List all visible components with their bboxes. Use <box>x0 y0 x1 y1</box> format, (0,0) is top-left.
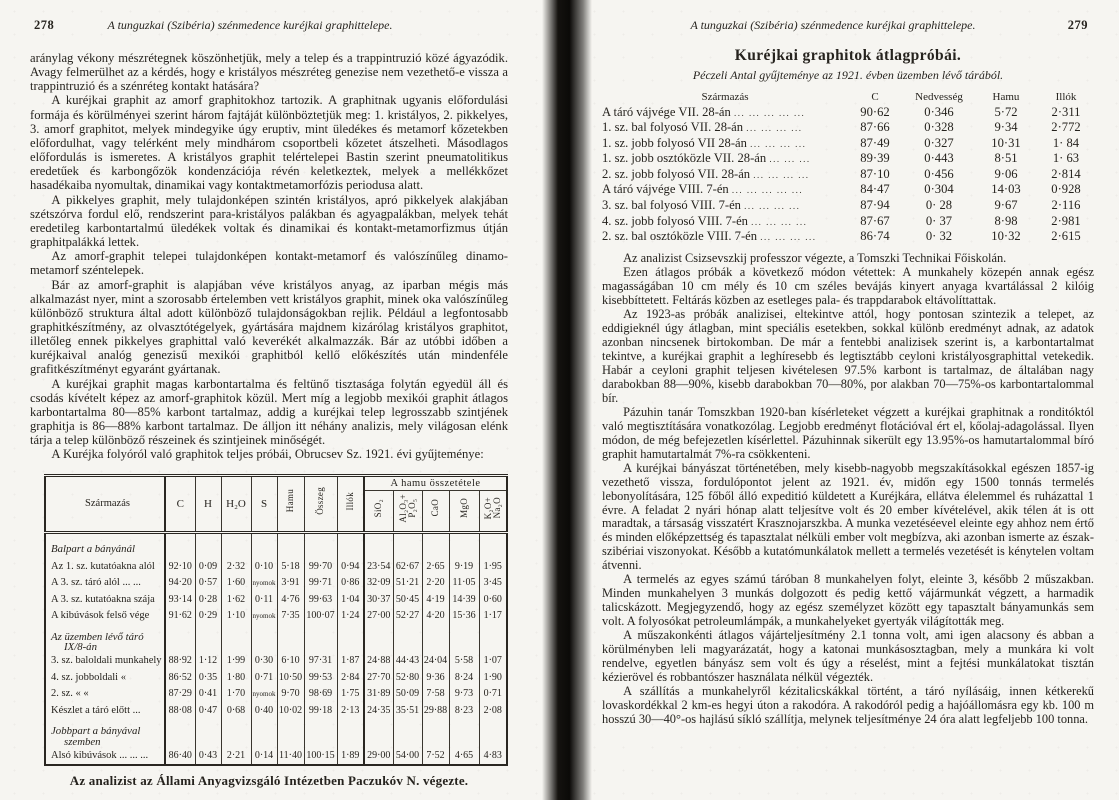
dot-leader: ... ... ... ... ... <box>733 107 806 118</box>
col-header-illok-label: Illók <box>344 491 355 511</box>
page-number-left: 278 <box>34 18 55 32</box>
paragraph: Pázuhin tanár Tomszkban 1920-ban kísérleteket végzett a kuréjkai graphitnak a ronditóktól való megtisztítására vonatkozólag. Legjobb eredményt flotációval ért el, kőolaj-adagolással. Ilyen módon, de még befejezetlen kísérlettel. Pázuhinnak sikerült egy 13.95%-os hamutartalommal bíró graphit hamutartalmát 7%-ra csökkenteni. <box>602 404 1094 461</box>
table-row: A 3. sz. kutatóakna szája 93·14 0·28 1·62 0·11 4·76 99·63 1·04 30·37 50·45 4·19 14·39 0·60 <box>45 592 507 609</box>
dot-leader: ... ... ... ... <box>750 138 807 149</box>
col-header-osszeg <box>304 475 337 532</box>
paragraph: A szállítás a munkahelyről kézitalicskákkal történt, a táró nyílásáig, innen kétkerekű lovaskordékkal 2 km-es hegyi úton a rakodóra. A rakodóról pedig a hajóállomásra egy kb. 100 m hosszú 30—40°-os hajlású síkló szállítja, melynek teljesítménye 24 óra alatt legfeljebb 100 tonna. <box>602 683 1094 726</box>
page-right <box>602 18 1094 727</box>
paragraph: A pikkelyes graphit, mely tulajdonképen szintén kristályos, apró pikkelyek alakjában szétszórva fordul elő, rendszerint para-kristályos palákban és agyagpalákban, melyek tehát eredetileg karbontartalmú üledékek voltak és dinamikai és kontakt-metamorfizmus útján graphitpalákká lettek. <box>30 192 508 250</box>
paragraph: A termelés az egyes számú táróban 8 munkahelyen folyt, eleinte 3, később 2 műszakban. Minden munkahelyen 3 munkás dolgozott és pedig kettő vájármunkát végzett, a harmadik talicskázott. Megjegyzendő, hogy az egész személyzet között egy tapasztalt bányamunkás sem volt. A folyosókat petroleumlámpák, a munkahelyeket gyertyák világították meg. <box>602 572 1094 629</box>
left-table-wrap <box>44 474 508 767</box>
table-row: 2. sz. « « 87·29 0·41 1·70 nyomok 9·70 98·69 1·75 31·89 50·09 7·58 9·73 0·71 <box>45 686 507 703</box>
right-table-head <box>602 89 1096 104</box>
dot-leader: ... ... ... ... <box>744 201 801 212</box>
col-header-sio2 <box>364 490 393 532</box>
page-number-right: 279 <box>1067 18 1088 32</box>
col-header-cao <box>422 490 449 532</box>
table-row: 2. sz. jobb folyosó VII. 28-án ... ... ... ... 87·10 0·456 9·06 2·814 <box>602 166 1081 181</box>
table-row: 1. sz. jobb folyosó VII 28-án ... ... ... ... 87·49 0·327 10·31 1· 84 <box>602 135 1080 150</box>
dot-leader: ... ... ... ... <box>753 169 810 180</box>
col-header-c: C <box>165 475 195 532</box>
ash-composition-group-header: A hamu összetétele <box>364 475 507 490</box>
col-header-szarmazas: Származás <box>85 498 130 510</box>
table-row: 4. sz. jobboldali « 86·52 0·35 1·80 0·71 10·50 99·53 2·84 27·70 52·80 9·36 8·24 1·90 <box>45 670 507 687</box>
rcol-header-c: C <box>871 90 879 103</box>
table-row: Alsó kibúvások ... ... ... 86·40 0·43 2·21 0·14 11·40 100·15 1·89 29·00 54·00 7·52 4·65 4·83 <box>45 748 507 766</box>
col-header-hamu-label: Hamu <box>285 489 295 513</box>
paragraph: Bár az amorf-graphit is alapjában véve kristályos anyag, az iparban mégis más alkalmazást nyer, mint a szorosabb értelemben vett kristályos graphit, minek oka valószínűleg különböző struktura által adott különböző tulajdonságokban rejlik. Például a legfontosabb graphitkészítmény, az olvasztótégelyek, gyártására majdnem kizárólag kristályos graphitot, illetőleg ennek pikkelyes graphittal való keverékét alkalmazzák. Bár az utóbbi időben a kuréjkaival analóg genezisű mexikói graphitból kellő előkészítés után mindenféle grafitkészítményt egyaránt gyártanak. <box>30 277 508 377</box>
col-header-hamu <box>277 475 304 532</box>
table-row: 1. sz. jobb osztóközle VII. 28-án ... ... ... 89·39 0·443 8·51 1· 63 <box>602 151 1080 166</box>
left-table-body <box>45 532 507 765</box>
col-header-h: H <box>195 475 221 532</box>
table-group-row: Jobbpart a bányával szemben <box>45 719 507 748</box>
col-header-s: S <box>251 475 277 532</box>
col-header-al2o3-p2o5-label: Al₂O₃+ P₂O₅ <box>397 493 417 523</box>
paragraph: A műszakonkénti átlagos vájárteljesítmény 2.1 tonna volt, ami igen alacsony és abban a körülményben leli magyarázatát, hogy a katonai munkásosztagban, mely a munkára ki volt rendelve, egyetlen bányász sem volt és úgy a réselést, mint a fejtési munkálatokat tisztán kézierövel és robbantószer használata nélkül végezték. <box>602 628 1094 684</box>
book-binding-gutter <box>542 0 592 800</box>
table-row: A kibúvások felső vége 91·62 0·29 1·10 nyomok 7·35 100·07 1·24 27·00 52·27 4·20 15·36 1·17 <box>45 608 507 625</box>
left-table-head <box>45 475 507 532</box>
table-row: 4. sz. jobb folyosó VIII. 7-én ... ... ... ... 87·67 0· 37 8·98 2·981 <box>602 213 1081 228</box>
dot-leader: ... ... ... ... <box>751 216 808 227</box>
dot-leader: ... ... ... ... ... <box>731 185 804 196</box>
paragraph: Az 1923-as próbák analizisei, eltekintve attól, hogy pontosan szintezik a telepet, az eddigieknél úgy átlagban, mint speciális esetekben, sokkal különb eredményt adnak, az adatok azonban nincsenek birtokomban. De már a fentebbi analizisek szerint is, a karbontartalmat tekintve, a kuréjkai graphit a leghíresebb és legtisztább ceyloni kristályosgraphittal vetekedik. Habár a ceyloni graphit teljesen kivételesen 97.5% karbont is tartalmaz, de általában nagy darabokban 88—90%, kisebb darabokban 70—80%, por alakban 70—75%-os karbontartalommal bír. <box>602 307 1094 405</box>
col-header-sio2-label: SiO₂ <box>373 498 384 518</box>
col-header-mgo <box>449 490 479 532</box>
table-row: A táró vájvége VII. 28-án ... ... ... ... ... 90·62 0·346 5·72 2·311 <box>602 104 1081 119</box>
paragraph: Az amorf-graphit telepei tulajdonképen kontakt-metamorf és valószínűleg dinamo-metamorf széntelepek. <box>30 249 508 278</box>
rcol-header-illok: Illók <box>1055 90 1077 103</box>
dot-leader: ... ... ... ... <box>746 123 803 134</box>
paragraph: Ezen átlagos próbák a következő módon vétettek: A munkahely közepén annak egész magasságában 10 cm mély és 10 cm széles bevájás kinyert anyaga kvartálással 2 kilóig kisebbíttetett. Feltárás közben az esetleges pala- és trappdarabok eltávolíttattak. <box>602 265 1094 308</box>
rcol-header-szarmazas: Származás <box>701 90 749 103</box>
page-right-header <box>602 18 1094 38</box>
right-paragraphs <box>602 252 1094 726</box>
paragraph: Az analizist Csizsevszkij professzor végezte, a Tomszki Technikai Főiskolán. <box>623 251 1007 266</box>
col-header-mgo-label: MgO <box>458 498 469 518</box>
table-row: A 3. sz. táró alól ... ... 94·20 0·57 1·60 nyomok 3·91 99·71 0·86 32·09 51·21 2·20 11·05 3·45 <box>45 575 507 592</box>
col-header-illok <box>337 475 364 532</box>
paragraph: A Kuréjka folyóról való graphitok teljes próbái, Obrucsev Sz. 1921. évi gyűjteménye: <box>51 447 484 462</box>
table-row: Készlet a táró előtt ... 88·08 0·47 0·68 0·40 10·02 99·18 2·13 24·35 35·51 29·88 8·23 2·08 <box>45 703 507 720</box>
section-title: Kuréjkai graphitok átlagpróbái. <box>734 47 962 64</box>
table-row: 3. sz. baloldali munkahely 88·92 1·12 1·99 0·30 6·10 97·31 1·87 24·88 44·43 24·04 5·58 1·07 <box>45 653 507 670</box>
running-title-left: A tunguzkai (Szibéria) szénmedence kuréjkai graphittelepe. <box>107 18 393 32</box>
table-row: 2. sz. bal osztóközle VIII. 7-én ... ... ... ... 86·74 0· 32 10·32 2·615 <box>602 229 1081 244</box>
table-group-row: Az üzemben lévő táró IX/8-án <box>45 625 507 654</box>
col-header-k2o-na2o <box>479 490 507 532</box>
paragraph: A kuréjkai bányászat történetében, mely kisebb-nagyobb megszakításokkal egészen 1857-ig vezethető vissza, fordulópontot jelent az 1921. év, midőn egy 1500 tonnás termelés lebonyolítására, 125 főből álló expeditió küldetett a Kuréjkára, ellátva élelemmel és ruházattal 1 évre. A feladat 2 nyári hónap alatt teljesítve volt és 20 ember kívételével, akik télen át is ott maradtak, a társaság visszatért Krasznojarszkba. A munka vezetéséevel eleinte egy ahhoz nem értő és minden előképzettség és tapasztalat nélküli ember volt megbízva, aki azonban ismerte az észak-szibériai viszonyokat. Később a kutatómunkálatok mellett a termelés vezetését is kénytelen voltam átvenni. <box>602 460 1094 573</box>
col-header-cao-label: CaO <box>430 499 440 517</box>
dot-leader: ... ... ... <box>769 154 811 165</box>
col-header-k2o-na2o-label: K₂O+ Na₂O <box>482 496 502 520</box>
col-header-h2o: H₂O <box>221 475 251 532</box>
table-row: 3. sz. bal folyosó VIII. 7-én ... ... ... ... 87·94 0· 28 9·67 2·116 <box>602 198 1081 213</box>
rcol-header-hamu: Hamu <box>992 90 1020 103</box>
col-header-osszeg-label: Összeg <box>315 487 325 515</box>
table-group-row: Balpart a bányánál <box>45 532 507 559</box>
page-left <box>30 18 508 789</box>
rcol-header-nedvesseg: Nedvesség <box>915 90 963 103</box>
paragraph: A kuréjkai graphit magas karbontartalma és feltünő tisztasága folytán egyedül áll és csodás kívételt képez az amorf-graphitok közül. Mert míg a legjobb mexikói graphit átlagos karbontartalma 80—85% karbont tartalmaz, addig a kuréjkai telep legrosszabb szintjének graphitja is 86—88% karbont tartalmaz. De álljon itt néhány analizis, mely világosan elénk tárja a telep különböző részeinek és szintjeinek minőségét. <box>30 376 508 448</box>
col-header-al2o3-p2o5 <box>393 490 422 532</box>
table-row: A táró vájvége VIII. 7-én ... ... ... ... ... 84·47 0·304 14·03 0·928 <box>602 182 1081 197</box>
running-title-right: A tunguzkai (Szibéria) szénmedence kuréjkai graphittelepe. <box>690 18 976 32</box>
analysis-table-left <box>44 474 508 767</box>
paragraph: aránylag vékony mészrétegnek köszönhetjük, mely a telep és a trappintruzió közé ágyazódik. Avagy felmerülhet az a kérdés, hogy e kristályos mészréteg genezise nem vezethető-e vissza a trappintruzió és a szénréteg kontakt hatására? <box>30 51 508 94</box>
page-left-header <box>30 18 508 38</box>
section-subtitle: Péczeli Antal gyűjteménye az 1921. évben üzemben lévő tárából. <box>692 68 1004 82</box>
table-row: Az 1. sz. kutatóakna alól 92·10 0·09 2·32 0·10 5·18 99·70 0·94 23·54 62·67 2·65 9·19 1·95 <box>45 559 507 576</box>
dot-leader: ... ... ... ... <box>760 232 817 243</box>
left-table-caption: Az analizist az Állami Anyagvizsgáló Intézetben Paczukóv N. végezte. <box>69 773 469 789</box>
paragraph: A kuréjkai graphit az amorf graphitokhoz tartozik. A graphitnak ugyanis előfordulási formája és körülményei szerint három fajtáját különböztetjük meg: 1. kristályos, 2. pikkelyes, 3. amorf graphitot, melyek mindegyike úgy eruptiv, mint üledékes és metamorf kőzetekben előfordulhat, vagy telérként mely mindhárom csoportbeli kőzetet átszelheti. Másodlagos előfordulás is ismeretes. A kristályos graphit telértelepei Bastin szerint pneumatolitikus eredetűek és karbongőzök kondenzációja révén keletkeztek, melyek a mellékkőzet hasadékaiba nyomultak, dinamikai vagy kontaktmetamorfózis periodusa alatt. <box>30 93 508 193</box>
average-samples-table <box>602 89 1096 244</box>
table-row: 1. sz. bal folyosó VII. 28-án ... ... ... ... 87·66 0·328 9·34 2·772 <box>602 120 1081 135</box>
left-paragraphs <box>30 51 508 462</box>
right-table-body <box>602 104 1096 244</box>
